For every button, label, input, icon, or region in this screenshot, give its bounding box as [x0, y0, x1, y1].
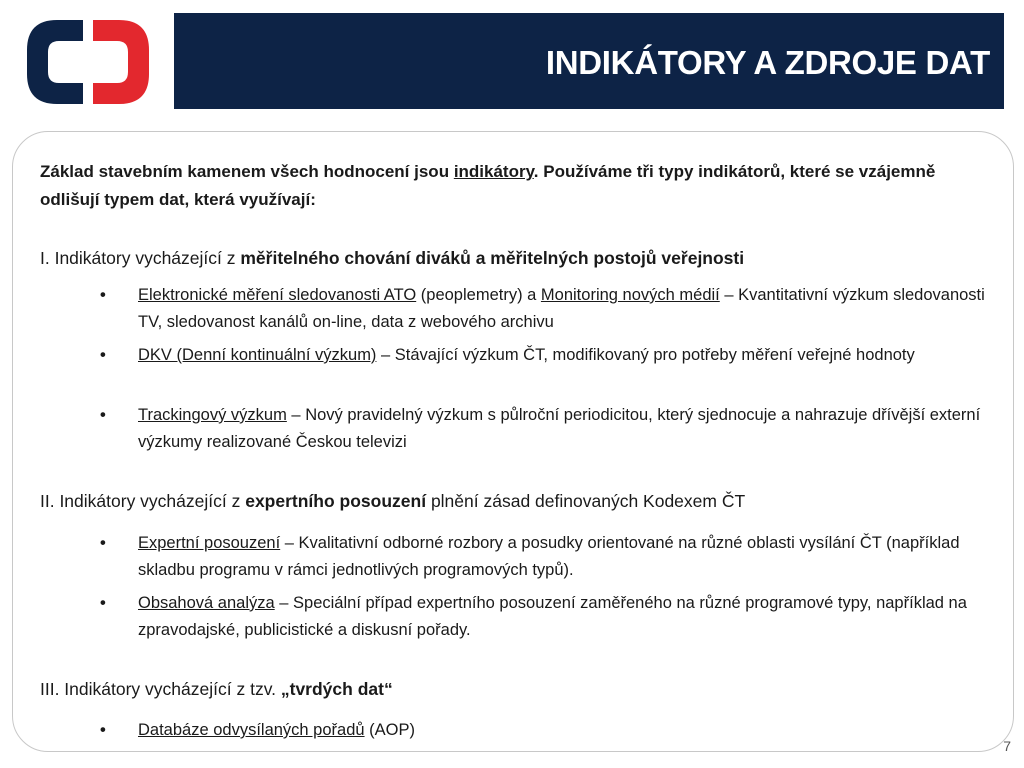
- section-2-bold: expertního posouzení: [245, 491, 427, 511]
- list-item: [96, 530, 986, 584]
- link-trackingovy-vyzkum[interactable]: Trackingový výzkum: [138, 406, 287, 424]
- page-title: INDIKÁTORY A ZDROJE DAT: [545, 44, 990, 81]
- item-text: – Kvantitativní výzkum sledovanosti TV, sledovanost kanálů on-line, data z webového archivu: [138, 286, 985, 331]
- link-databaze-odvysilanych-poradu[interactable]: Databáze odvysílaných pořadů: [138, 721, 365, 739]
- bullet-marker: •: [100, 594, 106, 612]
- link-dkv[interactable]: DKV (Denní kontinuální výzkum): [138, 346, 377, 364]
- item-text: – Kvalitativní odborné rozbory a posudky orientované na různé oblasti vysílání ČT (například skladbu programu v rámci jednotlivých programových typů).: [138, 534, 960, 579]
- intro-paragraph: [40, 158, 980, 214]
- item-text: – Speciální případ expertního posouzení zaměřeného na různé programové typy, například na zpravodajské, publicistické a diskusní pořady.: [138, 594, 967, 639]
- bullet-marker: •: [100, 721, 106, 739]
- intro-link-indikatory[interactable]: indikátory: [453, 162, 534, 181]
- section-2-prefix: II. Indikátory vycházející z: [40, 491, 246, 511]
- link-expertni-posouzeni[interactable]: Expertní posouzení: [138, 534, 281, 552]
- page-number: 7: [1003, 738, 1011, 754]
- section-heading-2: [40, 489, 745, 513]
- item-text: – Nový pravidelný výzkum s půlroční periodicitou, který sjednocuje a nahrazuje dřívější externí výzkumy realizované Českou televizi: [138, 406, 981, 451]
- section-heading-1: [40, 246, 744, 270]
- item-text: (peoplemetry) a: [416, 286, 541, 304]
- section-3-bold: „tvrdých dat“: [280, 679, 393, 699]
- link-obsahova-analyza[interactable]: Obsahová analýza: [138, 594, 275, 612]
- intro-text-2: . Používáme tři typy indikátorů, které se vzájemně odlišují typem dat, která využívají:: [40, 162, 936, 209]
- section-heading-3: [40, 677, 393, 701]
- title-bar: [174, 13, 1004, 109]
- item-text: (AOP): [364, 721, 415, 739]
- ct-logo: [27, 20, 149, 104]
- bullet-marker: •: [100, 534, 106, 552]
- list-item: [96, 342, 986, 369]
- ct-logo-right-bracket: [93, 20, 149, 104]
- bullet-marker: •: [100, 286, 106, 304]
- list-item: [96, 282, 986, 336]
- item-text: – Stávající výzkum ČT, modifikovaný pro potřeby měření veřejné hodnoty: [376, 346, 915, 364]
- ct-logo-left-bracket: [27, 20, 83, 104]
- section-2-suffix: plnění zásad definovaných Kodexem ČT: [426, 491, 746, 511]
- bullet-marker: •: [100, 346, 106, 364]
- link-monitoring-novych-medii[interactable]: Monitoring nových médií: [540, 286, 720, 304]
- section-1-bold: měřitelného chování diváků a měřitelných postojů veřejnosti: [240, 248, 745, 268]
- section-1-prefix: I. Indikátory vycházející z: [40, 248, 241, 268]
- list-item: [96, 717, 986, 744]
- intro-text-1: Základ stavebním kamenem všech hodnocení jsou: [40, 162, 454, 181]
- link-elektronicke-mereni[interactable]: Elektronické měření sledovanosti ATO: [138, 286, 417, 304]
- bullet-marker: •: [100, 406, 106, 424]
- list-item: [96, 402, 986, 456]
- list-item: [96, 590, 986, 644]
- section-3-prefix: III. Indikátory vycházející z tzv.: [40, 679, 281, 699]
